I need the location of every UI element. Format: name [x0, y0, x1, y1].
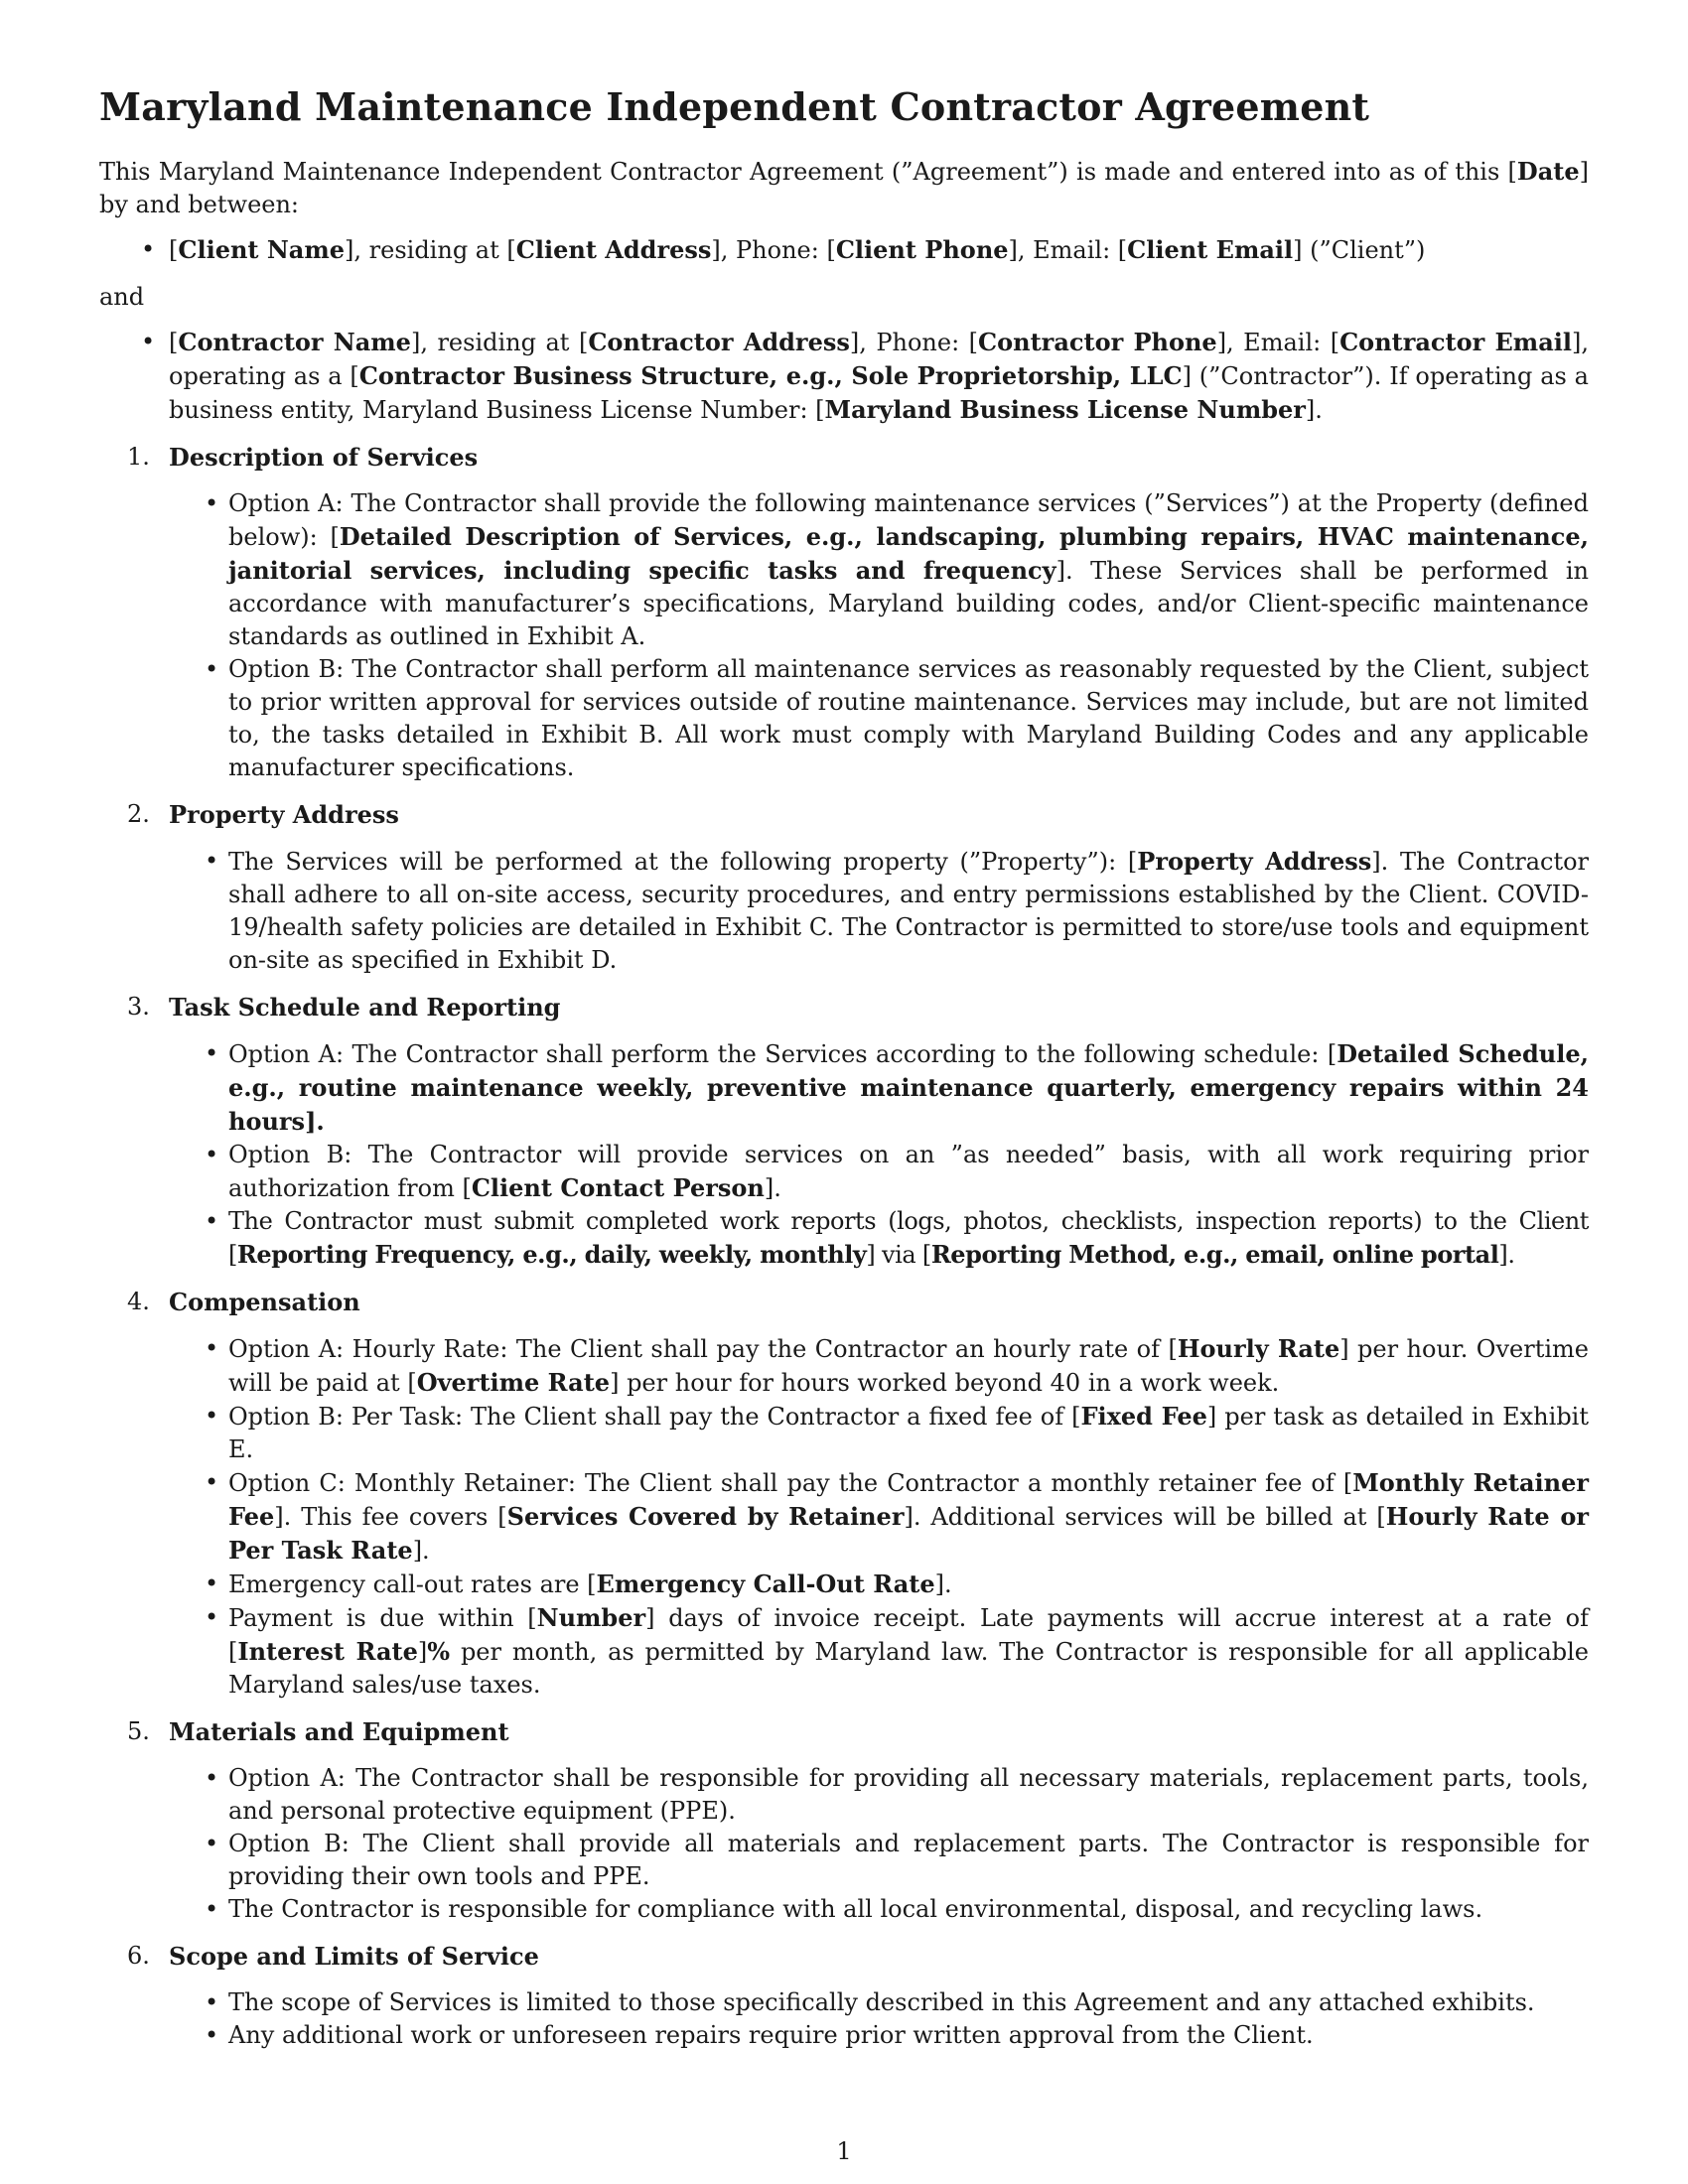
- item-text: Option A: The Contractor shall be responsible for providing all necessary materials, replacement parts, tools, and personal protective equipment (PPE).: [228, 1763, 1589, 1825]
- item-text: ] per task as detailed in Exhibit E.: [228, 1402, 1590, 1463]
- intro-paragraph: [99, 155, 1589, 221]
- section-compensation: [99, 1286, 1589, 1702]
- item-text: Option A: Hourly Rate: The Client shall pay the Contractor an hourly rate of [: [228, 1334, 1178, 1363]
- days-number-placeholder: Number: [536, 1602, 646, 1632]
- party-text: ] (”Client”): [1293, 235, 1426, 264]
- hourly-rate-placeholder: Hourly Rate: [1177, 1333, 1340, 1363]
- contractor-email-placeholder: Contractor Email: [1339, 327, 1572, 356]
- emergency-rate-placeholder: Emergency Call-Out Rate: [596, 1569, 935, 1598]
- section-materials-equipment: [99, 1715, 1589, 1926]
- party-text: ], operating as a [: [169, 328, 1589, 390]
- item-text: Emergency call-out rates are [: [228, 1570, 597, 1598]
- and-connector: and: [99, 282, 145, 311]
- list-item: [228, 653, 1589, 784]
- party-text: ].: [1305, 395, 1323, 424]
- party-text: ], Email: [: [1216, 328, 1340, 356]
- item-text: ].: [1498, 1240, 1515, 1269]
- section-number: 6.: [127, 1941, 150, 1970]
- list-item: [228, 1400, 1589, 1466]
- item-text: Option B: The Contractor will provide services on an ”as needed” basis, with all work requiring prior authorization from [: [228, 1140, 1589, 1202]
- item-text: Option C: Monthly Retainer: The Client shall pay the Contractor a monthly retainer fee of [: [228, 1468, 1353, 1497]
- item-text: Option B: The Contractor shall perform all maintenance services as reasonably requested by the Client, subject to prior written approval for services outside of routine maintenance. Services may include, but are not limited to, the tasks detailed in Exhibit B. All work must comply with Maryland Building Codes and any applicable manufacturer specifications.: [228, 654, 1589, 781]
- list-item: [228, 1466, 1589, 1568]
- contractor-party-list: [99, 326, 1589, 427]
- intro-text: ] by and between:: [99, 157, 1589, 218]
- section-title: Task Schedule and Reporting: [169, 992, 561, 1022]
- retainer-fee-placeholder: Monthly Retainer Fee: [228, 1467, 1589, 1531]
- list-item: [228, 845, 1589, 977]
- section-items: [169, 1332, 1589, 1702]
- item-text: per month, as permitted by Maryland law. The Contractor is responsible for all applicable Maryland sales/use taxes.: [228, 1637, 1589, 1699]
- list-item: [228, 1205, 1589, 1272]
- item-text: ]. Additional services will be billed at [: [904, 1502, 1386, 1531]
- section-number: 1.: [127, 442, 150, 471]
- section-title: Compensation: [169, 1287, 360, 1316]
- section-number: 3.: [127, 992, 150, 1021]
- reporting-frequency-placeholder: Reporting Frequency, e.g., daily, weekly, monthly: [236, 1239, 867, 1269]
- section-property-address: [99, 798, 1589, 977]
- list-item: [228, 1037, 1589, 1139]
- list-item: [228, 1893, 1589, 1926]
- item-text: ]. This fee covers [: [274, 1502, 507, 1531]
- list-item: [228, 1139, 1589, 1205]
- additional-rate-placeholder: Hourly Rate or Per Task Rate: [228, 1501, 1589, 1565]
- section-description-of-services: [99, 441, 1589, 784]
- client-address-placeholder: Client Address: [515, 234, 712, 264]
- party-text: ], residing at [: [345, 235, 516, 264]
- overtime-rate-placeholder: Overtime Rate: [416, 1367, 611, 1397]
- section-items: [169, 1762, 1589, 1926]
- list-item: [228, 1332, 1589, 1400]
- retainer-services-placeholder: Services Covered by Retainer: [506, 1501, 905, 1531]
- percent-sign: %: [427, 1636, 451, 1666]
- services-placeholder: Detailed Description of Services, e.g., landscaping, plumbing repairs, HVAC maintenance, janitorial services, including specific tasks and frequency: [228, 521, 1589, 585]
- item-text: The Contractor is responsible for compliance with all local environmental, disposal, and recycling laws.: [228, 1894, 1483, 1923]
- section-title: Property Address: [169, 799, 399, 829]
- item-text: ].: [764, 1173, 781, 1202]
- fixed-fee-placeholder: Fixed Fee: [1080, 1401, 1207, 1431]
- client-phone-placeholder: Client Phone: [835, 234, 1009, 264]
- reporting-method-placeholder: Reporting Method, e.g., email, online portal: [930, 1239, 1499, 1269]
- item-text: ] via [: [866, 1240, 931, 1269]
- item-text: ] days of invoice receipt. Late payments will accrue interest at a rate of [: [228, 1603, 1589, 1666]
- list-item: [228, 1762, 1589, 1828]
- section-items: [169, 845, 1589, 977]
- list-item: [228, 1568, 1589, 1601]
- list-item: [228, 1986, 1589, 2019]
- item-text: Any additional work or unforeseen repairs require prior written approval from the Client.: [228, 2020, 1314, 2049]
- interest-rate-placeholder: Interest Rate: [237, 1636, 418, 1666]
- party-text: ] (”Contractor”). If operating as a business entity, Maryland Business License Number: [: [169, 361, 1589, 424]
- schedule-placeholder: Detailed Schedule, e.g., routine maintenance weekly, preventive maintenance quarterly, emergency repairs within 24 hours].: [228, 1038, 1590, 1136]
- item-text: Option A: The Contractor shall provide the following maintenance services (”Services”) at the Property (defined below): [: [228, 488, 1589, 551]
- document-page: [99, 85, 1589, 2052]
- section-items: [169, 1037, 1589, 1272]
- intro-text: This Maryland Maintenance Independent Contractor Agreement (”Agreement”) is made and entered into as of this [: [99, 157, 1517, 186]
- page-number: 1: [836, 2137, 852, 2165]
- section-task-schedule: [99, 991, 1589, 1272]
- party-text: [: [169, 235, 179, 264]
- section-items: [169, 487, 1589, 784]
- item-text: Option B: The Client shall provide all materials and replacement parts. The Contractor is responsible for providing their own tools and PPE.: [228, 1829, 1589, 1890]
- section-number: 2.: [127, 799, 150, 828]
- client-email-placeholder: Client Email: [1127, 234, 1294, 264]
- property-address-placeholder: Property Address: [1137, 846, 1372, 876]
- item-text: The scope of Services is limited to those specifically described in this Agreement and any attached exhibits.: [228, 1987, 1535, 2016]
- section-number: 4.: [127, 1287, 150, 1315]
- section-title: Description of Services: [169, 442, 479, 472]
- item-text: Option B: Per Task: The Client shall pay the Contractor a fixed fee of [: [228, 1402, 1081, 1431]
- party-text: ], Phone: [: [711, 235, 836, 264]
- client-party: [169, 233, 1589, 267]
- item-text: Option A: The Contractor shall perform the Services according to the following schedule: [: [228, 1039, 1337, 1068]
- list-item: [228, 487, 1589, 653]
- party-text: ], residing at [: [410, 328, 589, 356]
- client-party-list: [99, 233, 1589, 267]
- item-text: ]: [417, 1637, 428, 1666]
- business-structure-placeholder: Contractor Business Structure, e.g., Sole Proprietorship, LLC: [358, 360, 1183, 390]
- party-text: ], Email: [: [1008, 235, 1128, 264]
- section-scope-limits: [99, 1940, 1589, 2052]
- section-title: Materials and Equipment: [169, 1716, 509, 1746]
- party-text: ], Phone: [: [849, 328, 979, 356]
- contractor-name-placeholder: Contractor Name: [178, 327, 411, 356]
- item-text: The Contractor must submit completed work reports (logs, photos, checklists, inspection reports) to the Client [: [228, 1206, 1589, 1269]
- item-text: ].: [412, 1536, 430, 1565]
- item-text: ]. These Services shall be performed in accordance with manufacturer’s specifications, Maryland building codes, and/or Client-specific maintenance standards as outlined in Exhibit A.: [228, 556, 1589, 650]
- list-item: [228, 1601, 1589, 1702]
- party-text: [: [169, 328, 179, 356]
- section-title: Scope and Limits of Service: [169, 1941, 539, 1971]
- item-text: Payment is due within [: [228, 1603, 537, 1632]
- section-number: 5.: [127, 1716, 150, 1745]
- license-number-placeholder: Maryland Business License Number: [824, 394, 1306, 424]
- document-title: Maryland Maintenance Independent Contractor Agreement: [99, 84, 1370, 129]
- section-items: [169, 1986, 1589, 2052]
- contractor-phone-placeholder: Contractor Phone: [978, 327, 1217, 356]
- list-item: [228, 1828, 1589, 1893]
- contractor-party: [169, 326, 1589, 427]
- contact-person-placeholder: Client Contact Person: [471, 1172, 765, 1202]
- item-text: ].: [934, 1570, 952, 1598]
- list-item: [228, 2019, 1589, 2052]
- client-name-placeholder: Client Name: [178, 234, 346, 264]
- item-text: ] per hour for hours worked beyond 40 in a work week.: [610, 1368, 1280, 1397]
- item-text: ] per hour. Overtime will be paid at [: [228, 1334, 1590, 1397]
- item-text: ]. The Contractor shall adhere to all on-site access, security procedures, and entry permissions established by the Client. COVID-19/health safety policies are detailed in Exhibit C. The Contractor is permitted to store/use tools and equipment on-site as specified in Exhibit D.: [228, 847, 1590, 974]
- contractor-address-placeholder: Contractor Address: [588, 327, 850, 356]
- item-text: The Services will be performed at the following property (”Property”): [: [228, 847, 1138, 876]
- date-placeholder: Date: [1516, 156, 1580, 186]
